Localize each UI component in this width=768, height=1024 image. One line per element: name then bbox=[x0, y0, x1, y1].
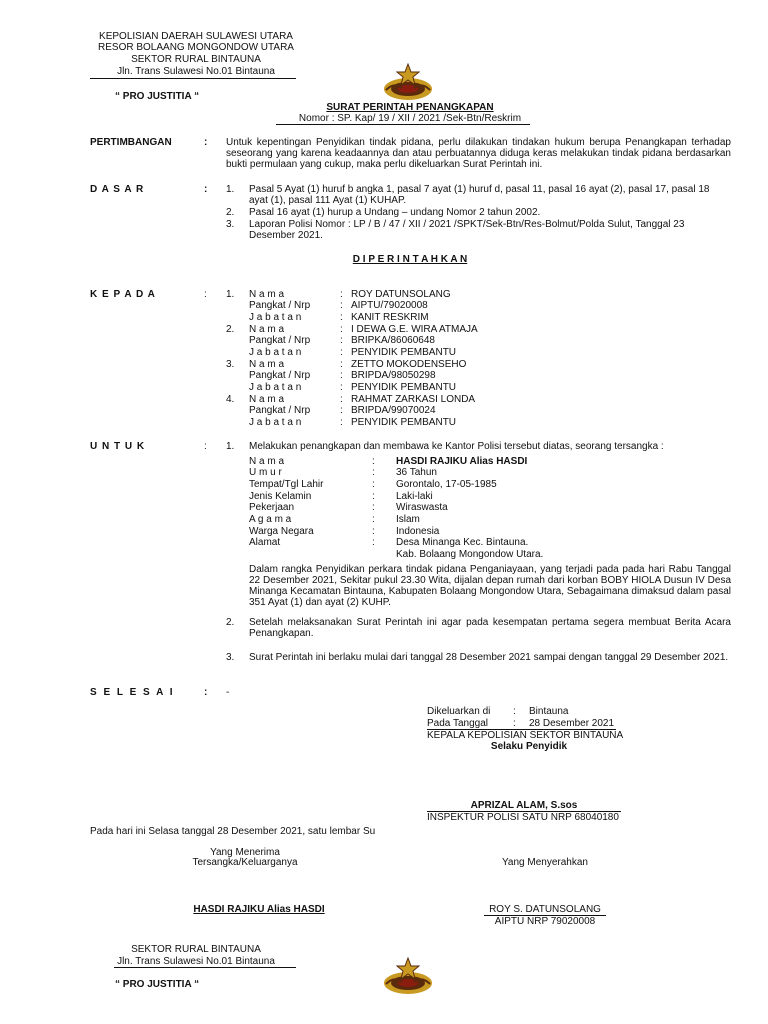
receiver-name: HASDI RAJIKU Alias HASDI bbox=[193, 904, 325, 915]
untuk-narrative: Dalam rangka Penyidikan perkara tindak pidana Penganiayaan, yang terjadi pada pada hari Rabu Tanggal 22 Desember 2021, Sekitar pukul 23.30 Wita, dijalan depan rumah dari korban BOBY HIOLA Dusun IV Desa Minanga Kecamatan Bintauna, Kabupaten Bolaang Mongondow Utara, Sebagaimana dimaksud dalam pasal 351 Ayat (1) dan ayat (2) KUHP. bbox=[249, 564, 731, 608]
issued-role: Selaku Penyidik bbox=[490, 741, 568, 752]
dasar-item-1-num: 1. bbox=[226, 184, 235, 195]
signer-name: APRIZAL ALAM, S.sos bbox=[470, 800, 578, 811]
person-1-pangkat-colon: : bbox=[340, 300, 343, 311]
suspect-job-label: Pekerjaan bbox=[249, 502, 295, 513]
giver-name: ROY S. DATUNSOLANG bbox=[489, 904, 601, 915]
suspect-gender-colon: : bbox=[372, 491, 375, 502]
suspect-religion-colon: : bbox=[372, 514, 375, 525]
letterhead-line2: RESOR BOLAANG MONGONDOW UTARA bbox=[98, 42, 294, 53]
giver-label: Yang Menyerahkan bbox=[502, 857, 588, 868]
person-2-jabatan-label: J a b a t a n bbox=[249, 347, 302, 358]
receiver-label-2: Tersangka/Keluarganya bbox=[192, 857, 298, 868]
person-4-nama-colon: : bbox=[340, 394, 343, 405]
dasar-item-3-num: 3. bbox=[226, 219, 235, 230]
dasar-item-2-num: 2. bbox=[226, 207, 235, 218]
suspect-umur-colon: : bbox=[372, 467, 375, 478]
suspect-umur: 36 Tahun bbox=[396, 467, 437, 478]
selesai-label: S E L E S A I bbox=[90, 687, 175, 698]
pro-justitia-header: “ PRO JUSTITIA “ bbox=[115, 91, 200, 102]
dasar-item-2-line1: Pasal 16 ayat (1) hurup a Undang – undang Nomor 2 tahun 2002. bbox=[249, 207, 541, 218]
untuk-item-1-num: 1. bbox=[226, 441, 235, 452]
person-4-pangkat-colon: : bbox=[340, 405, 343, 416]
document-number: Nomor : SP. Kap/ 19 / XII / 2021 /Sek-Btn/Reskrim bbox=[298, 113, 522, 124]
issued-date-colon: : bbox=[513, 718, 516, 729]
person-1-nama-colon: : bbox=[340, 289, 343, 300]
footer-rule bbox=[114, 967, 296, 968]
person-3-pangkat-colon: : bbox=[340, 370, 343, 381]
police-emblem-footer-icon bbox=[380, 956, 436, 996]
person-4-jabatan: PENYIDIK PEMBANTU bbox=[351, 417, 457, 428]
person-4-jabatan-label: J a b a t a n bbox=[249, 417, 302, 428]
dasar-item-1-line2: ayat (1), pasal 111 Ayat (1) KUHAP. bbox=[249, 195, 407, 206]
letterhead-line3: SEKTOR RURAL BINTAUNA bbox=[131, 54, 261, 65]
person-3-pangkat-label: Pangkat / Nrp bbox=[249, 370, 311, 381]
issued-date-label: Pada Tanggal bbox=[427, 718, 488, 729]
untuk-item-2: Setelah melaksanakan Surat Perintah ini agar pada kesempatan pertama segera membuat Berita Acara Penangkapan. bbox=[249, 617, 731, 639]
person-4-num: 4. bbox=[226, 394, 235, 405]
person-4-jabatan-colon: : bbox=[340, 417, 343, 428]
person-3-nama: ZETTO MOKODENSEHO bbox=[351, 359, 467, 370]
suspect-gender-label: Jenis Kelamin bbox=[249, 491, 312, 502]
dasar-label: D A S A R bbox=[90, 184, 145, 195]
giver-rank: AIPTU NRP 79020008 bbox=[494, 916, 596, 927]
person-4-nama-label: N a m a bbox=[249, 394, 285, 405]
person-3-pangkat: BRIPDA/98050298 bbox=[351, 370, 436, 381]
person-1-num: 1. bbox=[226, 289, 235, 300]
police-emblem-icon bbox=[380, 62, 436, 102]
untuk-item-1-intro: Melakukan penangkapan dan membawa ke Kantor Polisi tersebut diatas, seorang tersangka : bbox=[249, 441, 664, 452]
dasar-item-3-line2: Desember 2021. bbox=[249, 230, 323, 241]
document-title: SURAT PERINTAH PENANGKAPAN bbox=[326, 102, 494, 113]
suspect-gender: Laki-laki bbox=[396, 491, 433, 502]
selesai-colon: : bbox=[204, 687, 208, 698]
person-2-nama-colon: : bbox=[340, 324, 343, 335]
selesai-value: - bbox=[226, 687, 230, 698]
suspect-job-colon: : bbox=[372, 502, 375, 513]
kepada-colon: : bbox=[204, 289, 207, 300]
person-1-nama-label: N a m a bbox=[249, 289, 285, 300]
person-1-pangkat-label: Pangkat / Nrp bbox=[249, 300, 311, 311]
suspect-religion-label: A g a m a bbox=[249, 514, 292, 525]
letterhead-address: Jln. Trans Sulawesi No.01 Bintauna bbox=[117, 66, 275, 77]
letterhead-rule bbox=[90, 78, 296, 79]
suspect-religion: Islam bbox=[396, 514, 420, 525]
letterhead-line1: KEPOLISIAN DAERAH SULAWESI UTARA bbox=[99, 31, 293, 42]
person-2-pangkat-colon: : bbox=[340, 335, 343, 346]
receipt-sentence: Pada hari ini Selasa tanggal 28 Desember 2021, satu lembar Su bbox=[90, 826, 376, 837]
person-2-nama-label: N a m a bbox=[249, 324, 285, 335]
person-4-nama: RAHMAT ZARKASI LONDA bbox=[351, 394, 476, 405]
person-1-jabatan-colon: : bbox=[340, 312, 343, 323]
person-4-pangkat-label: Pangkat / Nrp bbox=[249, 405, 311, 416]
pertimbangan-colon: : bbox=[204, 137, 208, 148]
suspect-nama-label: N a m a bbox=[249, 456, 285, 467]
person-3-num: 3. bbox=[226, 359, 235, 370]
suspect-nationality-label: Warga Negara bbox=[249, 526, 314, 537]
suspect-nama: HASDI RAJIKU Alias HASDI bbox=[396, 456, 528, 467]
suspect-nama-colon: : bbox=[372, 456, 375, 467]
untuk-colon: : bbox=[204, 441, 207, 452]
suspect-address-line2: Kab. Bolaang Mongondow Utara. bbox=[396, 549, 544, 560]
title-rule bbox=[276, 124, 530, 125]
receiver-label-1: Yang Menerima bbox=[210, 847, 280, 858]
person-3-nama-label: N a m a bbox=[249, 359, 285, 370]
issued-date: 28 Desember 2021 bbox=[529, 718, 615, 729]
untuk-item-3-num: 3. bbox=[226, 652, 235, 663]
suspect-ttl-label: Tempat/Tgl Lahir bbox=[249, 479, 324, 490]
suspect-umur-label: U m u r bbox=[249, 467, 282, 478]
signer-rank: INSPEKTUR POLISI SATU NRP 68040180 bbox=[427, 812, 619, 823]
person-2-num: 2. bbox=[226, 324, 235, 335]
person-2-pangkat-label: Pangkat / Nrp bbox=[249, 335, 311, 346]
suspect-job: Wiraswasta bbox=[396, 502, 448, 513]
suspect-nationality: Indonesia bbox=[396, 526, 440, 537]
issued-place-colon: : bbox=[513, 706, 516, 717]
person-3-jabatan: PENYIDIK PEMBANTU bbox=[351, 382, 457, 393]
footer-address: Jln. Trans Sulawesi No.01 Bintauna bbox=[117, 956, 275, 967]
issued-office: KEPALA KEPOLISIAN SEKTOR BINTAUNA bbox=[427, 730, 624, 741]
dasar-item-1-line1: Pasal 5 Ayat (1) huruf b angka 1, pasal 7 ayat (1) huruf d, pasal 11, pasal 16 ayat (2), pasal 17, pasal 18 bbox=[249, 184, 710, 195]
untuk-item-3: Surat Perintah ini berlaku mulai dari tanggal 28 Desember 2021 sampai dengan tanggal 29 Desember 2021. bbox=[249, 652, 729, 663]
issued-place-label: Dikeluarkan di bbox=[427, 706, 491, 717]
suspect-address-colon: : bbox=[372, 537, 375, 548]
person-1-pangkat: AIPTU/79020008 bbox=[351, 300, 428, 311]
dasar-colon: : bbox=[204, 184, 208, 195]
dasar-item-3-line1: Laporan Polisi Nomor : LP / B / 47 / XII / 2021 /SPKT/Sek-Btn/Res-Bolmut/Polda Sulut, Tanggal 23 bbox=[249, 219, 685, 230]
person-2-jabatan: PENYIDIK PEMBANTU bbox=[351, 347, 457, 358]
person-4-pangkat: BRIPDA/99070024 bbox=[351, 405, 436, 416]
diperintahkan-heading: D I P E R I N T A H K A N bbox=[352, 254, 468, 265]
pertimbangan-text: Untuk kepentingan Penyidikan tindak pidana, perlu dilakukan tindakan hukum berupa Penangkapan terhadap seseorang yang karena keadaannya dan atau perbuatannya diduga keras melakukan tindak pidana berdasarkan bukti permulaan yang cukup, maka perlu dikeluarkan Surat Perintah ini. bbox=[226, 137, 731, 170]
person-1-jabatan-label: J a b a t a n bbox=[249, 312, 302, 323]
suspect-address: Desa Minanga Kec. Bintauna. bbox=[396, 537, 529, 548]
pertimbangan-label: PERTIMBANGAN bbox=[90, 137, 172, 148]
untuk-label: U N T U K bbox=[90, 441, 146, 452]
person-2-jabatan-colon: : bbox=[340, 347, 343, 358]
kepada-label: K E P A D A bbox=[90, 289, 156, 300]
person-1-nama: ROY DATUNSOLANG bbox=[351, 289, 451, 300]
person-3-jabatan-colon: : bbox=[340, 382, 343, 393]
person-1-jabatan: KANIT RESKRIM bbox=[351, 312, 429, 323]
suspect-nationality-colon: : bbox=[372, 526, 375, 537]
person-3-nama-colon: : bbox=[340, 359, 343, 370]
untuk-item-2-num: 2. bbox=[226, 617, 235, 628]
suspect-address-label: Alamat bbox=[249, 537, 281, 548]
footer-line1: SEKTOR RURAL BINTAUNA bbox=[131, 944, 261, 955]
person-2-pangkat: BRIPKA/86060648 bbox=[351, 335, 435, 346]
suspect-ttl: Gorontalo, 17-05-1985 bbox=[396, 479, 497, 490]
person-3-jabatan-label: J a b a t a n bbox=[249, 382, 302, 393]
suspect-ttl-colon: : bbox=[372, 479, 375, 490]
person-2-nama: I DEWA G.E. WIRA ATMAJA bbox=[351, 324, 478, 335]
issued-place: Bintauna bbox=[529, 706, 569, 717]
pro-justitia-footer: “ PRO JUSTITIA “ bbox=[115, 979, 200, 990]
